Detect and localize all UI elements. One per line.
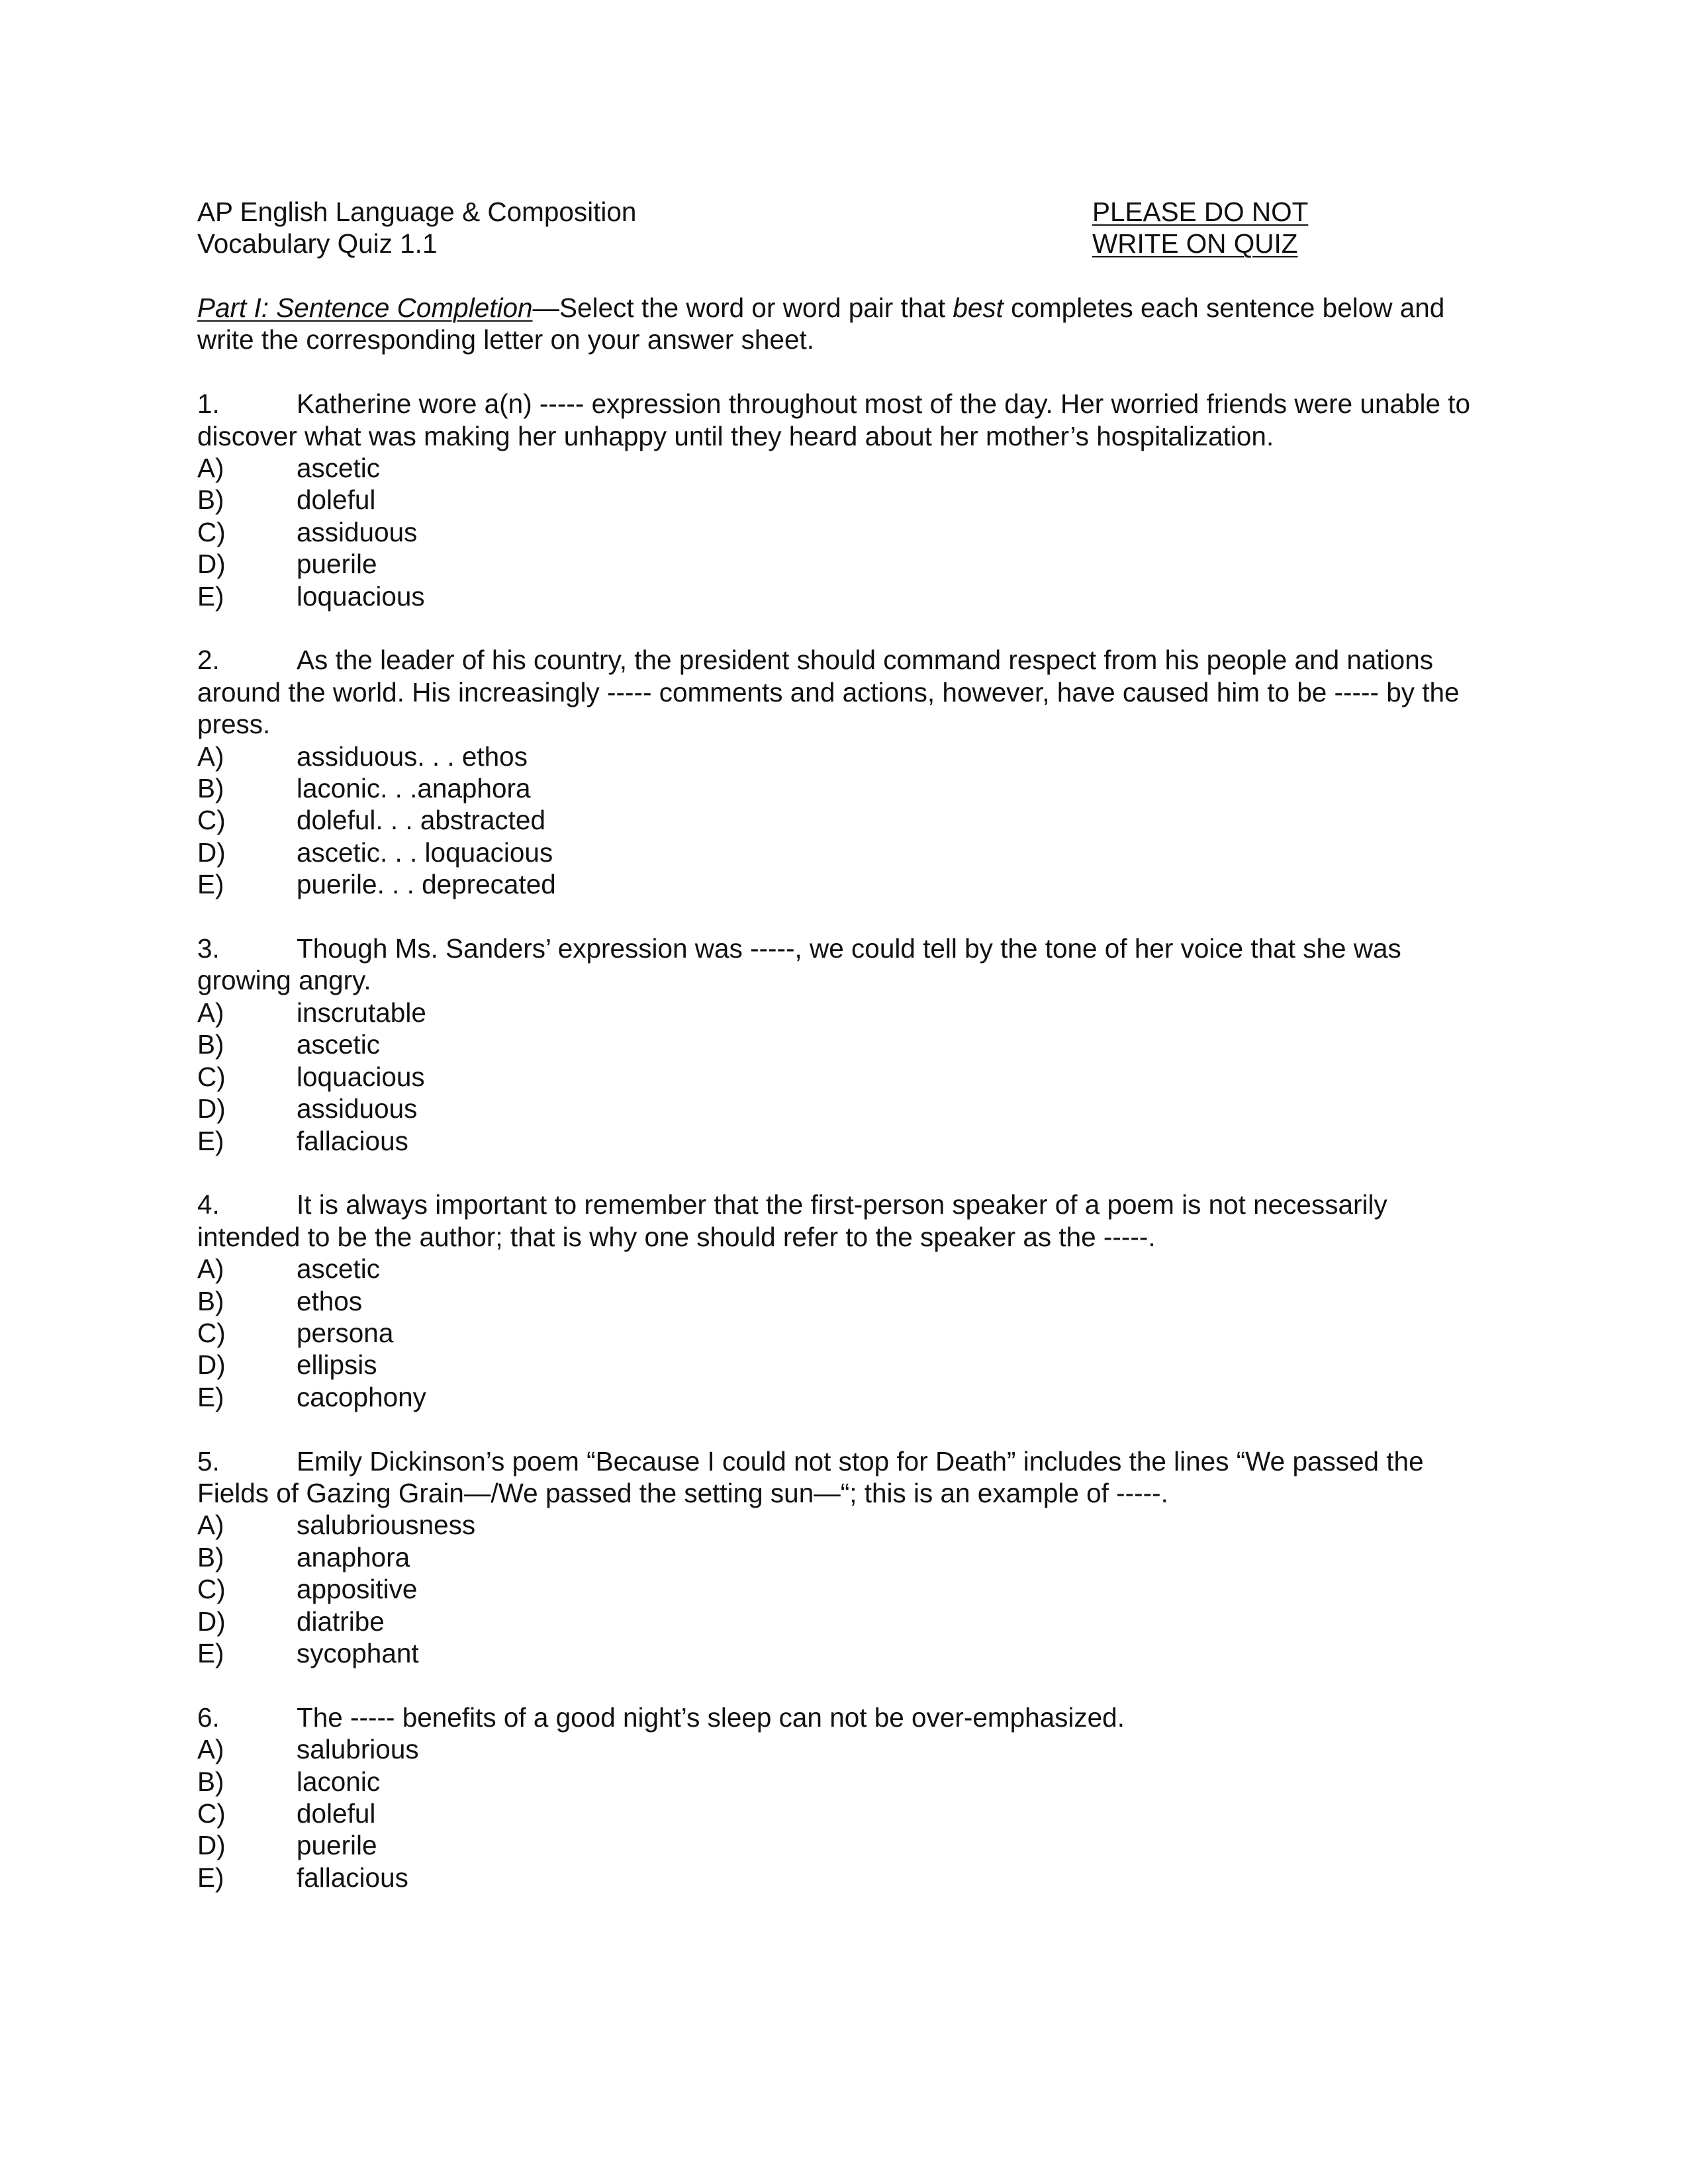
option-text: anaphora [297,1541,410,1572]
option-text: salubrious [297,1734,419,1765]
option-letter: E) [197,1862,224,1893]
option-text: fallacious [297,1862,408,1893]
question-number: 1. [197,388,220,420]
option-text: diatribe [297,1606,385,1637]
question-text: Though Ms. Sanders’ expression was -----, we could tell by the tone of her voice that she was growing angry. [197,933,1401,996]
answer-option [197,1797,1495,1829]
instructions-dash: — [532,293,560,323]
answer-option [197,580,1495,612]
question-5 [197,1445,1495,1670]
question-number: 6. [197,1702,220,1733]
question-2 [197,644,1495,900]
question-number: 5. [197,1445,220,1477]
quiz-title: Vocabulary Quiz 1.1 [197,228,438,259]
option-letter: E) [197,869,224,900]
option-text: laconic. . .anaphora [297,773,531,804]
option-text: assiduous. . . ethos [297,741,528,772]
question-list [197,388,1495,1893]
answer-option [197,772,1495,804]
answer-option [197,1637,1495,1669]
question-text: Emily Dickinson’s poem “Because I could not stop for Death” includes the lines “We passed the Fields of Gazing Grain—/We passed the setting sun—“; this is an example of -----. [197,1445,1424,1508]
option-text: puerile [297,1830,377,1861]
option-text: assiduous [297,1093,418,1124]
option-text: doleful. . . abstracted [297,805,545,836]
option-text: puerile [297,549,377,580]
question-stem [197,1702,1495,1733]
answer-option [197,741,1495,772]
answer-option [197,1573,1495,1605]
answer-option [197,1509,1495,1541]
option-letter: D) [197,549,226,580]
option-letter: C) [197,1574,226,1605]
option-letter: B) [197,1766,224,1797]
answer-option [197,1381,1495,1413]
option-letter: B) [197,773,224,804]
instructions [197,292,1495,356]
option-letter: A) [197,741,224,772]
answer-option [197,1125,1495,1157]
question-text: It is always important to remember that the first-person speaker of a poem is not necessarily intended to be the author; that is why one should refer to the speaker as the -----. [197,1189,1387,1252]
option-letter: C) [197,1317,226,1348]
question-number: 4. [197,1189,220,1220]
answer-option [197,1028,1495,1060]
option-text: salubriousness [297,1510,476,1541]
answer-option [197,1253,1495,1285]
answer-option [197,1606,1495,1637]
option-letter: D) [197,1606,226,1637]
answer-option [197,516,1495,548]
question-text: Katherine wore a(n) ----- expression throughout most of the day. Her worried friends were unable to discover what was making her unhappy until they heard about her mother’s hospitalization. [197,388,1471,451]
notice-line-2: WRITE ON QUIZ [1092,228,1298,259]
option-letter: E) [197,1125,224,1156]
header-notice [1092,196,1308,260]
answer-option [197,1766,1495,1797]
option-letter: D) [197,1830,226,1861]
option-letter: A) [197,1734,224,1765]
question-1 [197,388,1495,612]
answer-option [197,1862,1495,1893]
question-4 [197,1189,1495,1413]
option-letter: E) [197,580,224,612]
option-text: ascetic [297,453,381,484]
option-letter: C) [197,805,226,836]
answer-option [197,1349,1495,1381]
option-letter: B) [197,484,224,516]
option-text: ellipsis [297,1349,377,1381]
answer-option [197,868,1495,900]
option-letter: A) [197,997,224,1028]
question-stem [197,1445,1495,1510]
option-text: doleful [297,1798,376,1829]
option-text: sycophant [297,1637,419,1668]
answer-option [197,997,1495,1028]
option-text: ascetic [297,1253,381,1285]
question-stem [197,388,1495,452]
option-letter: D) [197,837,226,868]
course-title: AP English Language & Composition [197,197,637,227]
answer-option [197,1093,1495,1124]
option-letter: A) [197,1253,224,1285]
option-letter: B) [197,1285,224,1316]
question-stem [197,933,1495,997]
answer-option [197,804,1495,836]
answer-option [197,1317,1495,1349]
option-letter: B) [197,1029,224,1060]
option-letter: E) [197,1381,224,1412]
option-text: laconic [297,1766,381,1797]
question-text: The ----- benefits of a good night’s sleep can not be over-emphasized. [297,1702,1125,1733]
option-letter: C) [197,1798,226,1829]
option-text: ascetic. . . loquacious [297,837,553,868]
question-6 [197,1702,1495,1893]
notice-line-1: PLEASE DO NOT [1092,197,1309,227]
answer-option [197,548,1495,580]
answer-option [197,452,1495,484]
option-letter: E) [197,1637,224,1668]
option-text: ethos [297,1285,363,1316]
quiz-page [197,196,1495,1893]
option-text: assiduous [297,516,418,547]
question-stem [197,644,1495,740]
header-left [197,196,636,260]
option-text: doleful [297,484,376,516]
option-letter: A) [197,453,224,484]
option-text: loquacious [297,580,425,612]
question-3 [197,933,1495,1157]
answer-option [197,837,1495,868]
instructions-emphasis: best [953,293,1004,323]
option-letter: A) [197,1510,224,1541]
question-number: 3. [197,933,220,964]
answer-option [197,1285,1495,1317]
option-letter: B) [197,1541,224,1572]
option-letter: D) [197,1093,226,1124]
answer-option [197,1733,1495,1765]
answer-option [197,1829,1495,1861]
option-text: persona [297,1317,394,1348]
part-title: Part I: Sentence Completion [197,293,533,323]
option-text: inscrutable [297,997,426,1028]
option-letter: C) [197,1061,226,1092]
instructions-text-after: completes each sentence below and write the corresponding letter on your answer sheet. [197,293,1445,355]
option-text: loquacious [297,1061,425,1092]
question-number: 2. [197,645,220,676]
instructions-text-before: Select the word or word pair that [559,293,953,323]
quiz-header [197,196,1495,260]
option-text: ascetic [297,1029,381,1060]
option-text: cacophony [297,1381,426,1412]
answer-option [197,1061,1495,1093]
option-text: puerile. . . deprecated [297,869,556,900]
question-text: As the leader of his country, the president should command respect from his people and nations around the world. His increasingly ----- comments and actions, however, have caused him to be ----- by the press. [197,645,1460,740]
option-letter: C) [197,516,226,547]
option-letter: D) [197,1349,226,1381]
question-stem [197,1189,1495,1253]
answer-option [197,1541,1495,1573]
option-text: appositive [297,1574,418,1605]
option-text: fallacious [297,1125,408,1156]
answer-option [197,484,1495,516]
